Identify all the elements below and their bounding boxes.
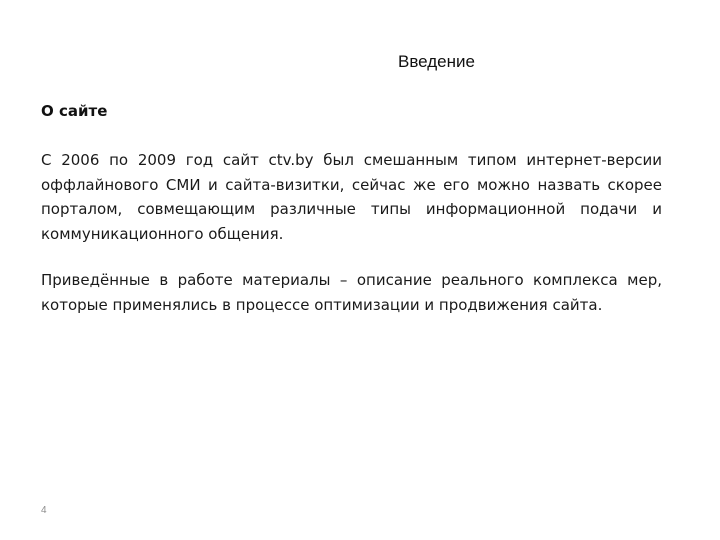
page-number: 4 — [41, 505, 47, 516]
body-paragraph-1: С 2006 по 2009 год сайт ctv.by был смешанным типом интернет-версии оффлайнового СМИ и сайта-визитки, сейчас же его можно назвать скорее порталом, совмещающим различные типы информационной подачи и коммуникационного общения. — [41, 151, 662, 243]
slide-title: Введение — [398, 52, 475, 71]
body-paragraph-2: Приведённые в работе материалы – описание реального комплекса мер, которые применялись в процессе оптимизации и продвижения сайта. — [41, 271, 662, 314]
section-heading: О сайте — [41, 102, 108, 120]
